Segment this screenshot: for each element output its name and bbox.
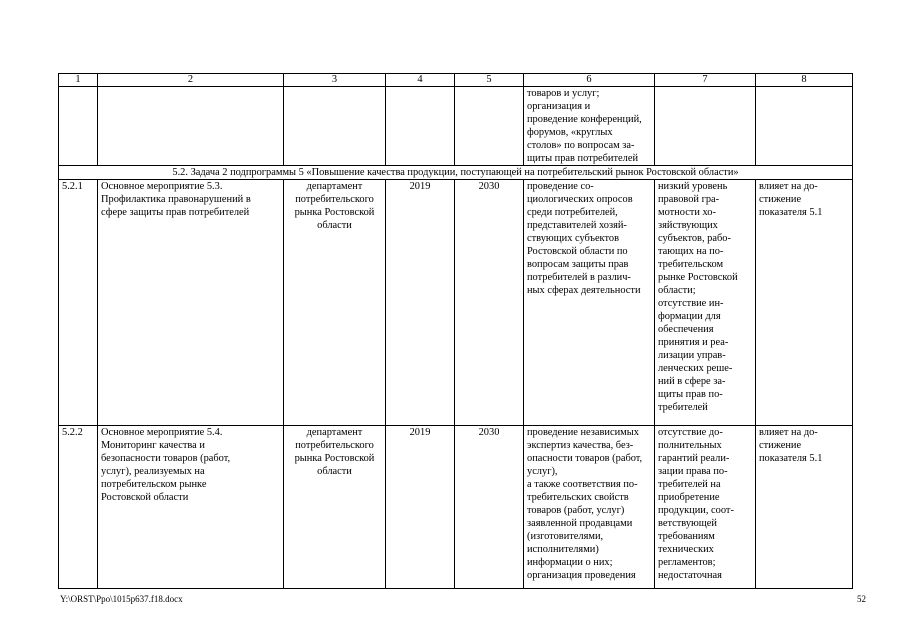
empty-cell	[284, 87, 386, 166]
column-number: 4	[386, 74, 455, 87]
start-year-cell	[386, 426, 455, 589]
indicator-link-cell	[756, 180, 853, 426]
measure-name-cell	[98, 180, 284, 426]
expected-result: проведение со- циологических опросов среди потребителей, представителей хозяй- ствующих субъектов Ростовской области по вопросам защиты прав потребителей в различ- ных сферах деятельности	[527, 181, 641, 296]
executor-cell	[284, 426, 386, 589]
start-year: 2019	[409, 181, 431, 192]
executor-cell	[284, 180, 386, 426]
start-year: 2019	[409, 427, 431, 438]
column-number: 7	[655, 74, 756, 87]
end-year: 2030	[478, 181, 500, 192]
column-number: 8	[756, 74, 853, 87]
empty-cell	[655, 87, 756, 166]
end-year: 2030	[478, 427, 500, 438]
end-year-cell	[455, 426, 524, 589]
empty-cell	[386, 87, 455, 166]
empty-cell	[59, 87, 98, 166]
table-row	[59, 180, 853, 426]
result-cell	[524, 426, 655, 589]
consequences-cell	[655, 426, 756, 589]
row-number-text: 5.2.2	[62, 427, 83, 438]
section-row	[59, 166, 853, 180]
file-path: Y:\ORST\Ppo\1015p637.f18.docx	[60, 594, 183, 604]
executor: департамент потребительского рынка Ростовской области	[294, 181, 375, 231]
column-number: 1	[59, 74, 98, 87]
section-title: 5.2. Задача 2 подпрограммы 5 «Повышение качества продукции, поступающей на потребительский рынок Ростовской области»	[59, 166, 853, 180]
start-year-cell	[386, 180, 455, 426]
row-number	[59, 180, 98, 426]
column-number-row	[59, 74, 853, 87]
column-number: 3	[284, 74, 386, 87]
executor: департамент потребительского рынка Ростовской области	[294, 427, 375, 477]
measure-name-cell	[98, 426, 284, 589]
column-number: 5	[455, 74, 524, 87]
consequences: низкий уровень правовой гра- мотности хо- зяйствующих субъектов, рабо- тающих на по- требительском рынке Ростовской области; отсутствие ин- формации для обеспечения принятия и реа- лизации управ- ленческих реше- ний в сфере за- щиты прав по- требителей	[658, 181, 738, 413]
end-year-cell	[455, 180, 524, 426]
row-number-text: 5.2.1	[62, 181, 83, 192]
continuation-row	[59, 87, 853, 166]
page-number: 52	[857, 594, 866, 604]
consequences: отсутствие до- полнительных гарантий реали- зации права по- требителей на приобретение продукции, соот- ветствующей требованиям технических регламентов; недостаточная	[658, 427, 734, 581]
measure-name: Основное мероприятие 5.4. Мониторинг качества и безопасности товаров (работ, услуг), реализуемых на потребительском рынке Ростовской области	[101, 427, 231, 503]
measures-table	[58, 73, 853, 589]
result-cell	[524, 180, 655, 426]
result-cell	[524, 87, 655, 166]
measure-name: Основное мероприятие 5.3. Профилактика правонарушений в сфере защиты прав потребителей	[101, 181, 251, 218]
empty-cell	[455, 87, 524, 166]
empty-cell	[98, 87, 284, 166]
column-number: 6	[524, 74, 655, 87]
indicator-link: влияет на до- стижение показателя 5.1	[759, 427, 823, 464]
result-text: товаров и услуг; организация и проведение конференций, форумов, «круглых столов» по вопросам за- щиты прав потребителей	[527, 88, 642, 164]
expected-result: проведение независимых экспертиз качества, без- опасности товаров (работ, услуг), а также соответствия по- требительских свойств товаров (работ, услуг) заявленной продавцами (изготовителями, исполнителями) информации о них; организация проведения	[527, 427, 643, 581]
indicator-link-cell	[756, 426, 853, 589]
table-row	[59, 426, 853, 589]
indicator-link: влияет на до- стижение показателя 5.1	[759, 181, 823, 218]
column-number: 2	[98, 74, 284, 87]
consequences-cell	[655, 180, 756, 426]
empty-cell	[756, 87, 853, 166]
row-number	[59, 426, 98, 589]
